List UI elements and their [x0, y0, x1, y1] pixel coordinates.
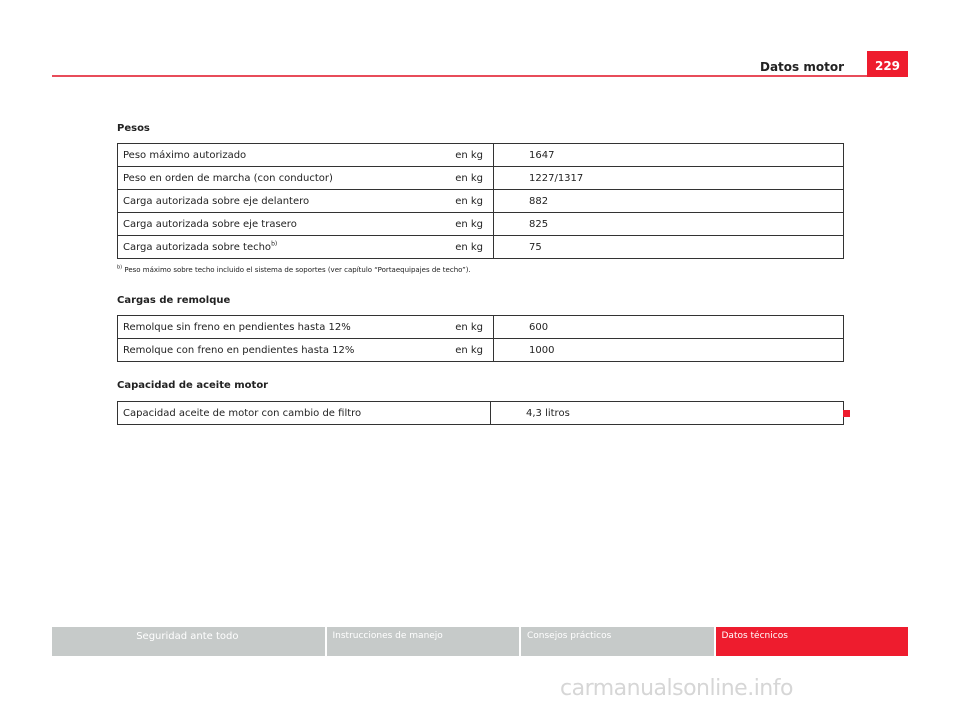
row-unit: en kg	[438, 213, 494, 236]
table-aceite	[117, 401, 844, 425]
row-unit: en kg	[438, 144, 494, 167]
table-row	[118, 144, 844, 167]
table-pesos	[117, 143, 844, 259]
table-remolque	[117, 315, 844, 362]
footer-tab-consejos[interactable]: Consejos prácticos	[521, 627, 714, 656]
table-row	[118, 339, 844, 362]
row-label: Peso máximo autorizado	[118, 144, 439, 167]
section-title-aceite: Capacidad de aceite motor	[117, 380, 269, 391]
table-row	[118, 213, 844, 236]
row-value: 882	[494, 190, 844, 213]
row-label-cell	[118, 236, 439, 259]
row-label: Remolque con freno en pendientes hasta 12%	[118, 339, 439, 362]
row-value: 1227/1317	[494, 167, 844, 190]
section-title-remolque: Cargas de remolque	[117, 295, 231, 306]
footnote	[117, 266, 471, 274]
table-row	[118, 236, 844, 259]
row-label: Carga autorizada sobre eje trasero	[118, 213, 439, 236]
row-unit: en kg	[438, 167, 494, 190]
row-value: 1000	[494, 339, 844, 362]
row-label: Carga autorizada sobre eje delantero	[118, 190, 439, 213]
row-label: Carga autorizada sobre techo	[123, 241, 272, 253]
footnote-text: Peso máximo sobre techo incluido el sistema de soportes (ver capítulo “Portaequipajes de techo”).	[124, 266, 471, 274]
footnote-marker: b)	[117, 264, 123, 271]
row-value: 1647	[494, 144, 844, 167]
table-row	[118, 190, 844, 213]
footnote-marker: b)	[271, 240, 278, 248]
footer-nav	[52, 627, 908, 656]
row-unit: en kg	[438, 190, 494, 213]
page-header-title: Datos motor	[759, 60, 844, 74]
section-end-marker	[843, 410, 850, 417]
watermark: carmanualsonline.info	[560, 676, 793, 701]
row-value: 825	[494, 213, 844, 236]
row-unit: en kg	[438, 236, 494, 259]
row-label: Peso en orden de marcha (con conductor)	[118, 167, 439, 190]
row-value: 75	[494, 236, 844, 259]
table-row	[118, 167, 844, 190]
footer-tab-datos-tecnicos[interactable]: Datos técnicos	[716, 627, 909, 656]
row-unit: en kg	[438, 339, 494, 362]
row-label: Capacidad aceite de motor con cambio de filtro	[118, 402, 491, 425]
row-value: 4,3 litros	[491, 402, 844, 425]
row-unit: en kg	[438, 316, 494, 339]
table-row	[118, 402, 844, 425]
page-number: 229	[867, 51, 908, 77]
row-value: 600	[494, 316, 844, 339]
header-rule	[52, 75, 908, 77]
footer-tab-seguridad[interactable]: Seguridad ante todo	[52, 627, 325, 656]
section-title-pesos: Pesos	[117, 123, 150, 134]
table-row	[118, 316, 844, 339]
row-label: Remolque sin freno en pendientes hasta 12%	[118, 316, 439, 339]
footer-tab-instrucciones[interactable]: Instrucciones de manejo	[327, 627, 520, 656]
